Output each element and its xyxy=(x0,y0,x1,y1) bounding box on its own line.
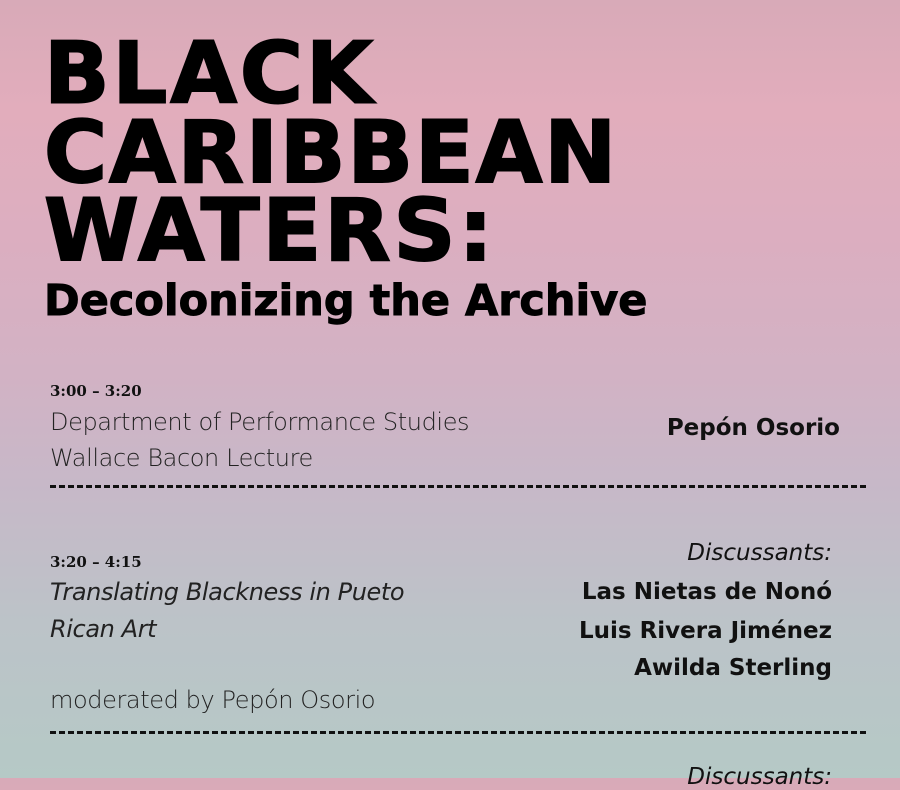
title-line-2: CARIBBEAN xyxy=(44,103,619,203)
session-2-discussant-3: Awilda Sterling xyxy=(634,655,832,681)
session-2-time: 3:20 – 4:15 xyxy=(50,553,142,571)
session-2-title-line-1: Translating Blackness in Pueto xyxy=(50,578,405,606)
session-1-title-line-1: Department of Performance Studies xyxy=(50,408,470,436)
session-1-speaker: Pepón Osorio xyxy=(666,415,840,441)
session-2-discussant-1: Las Nietas de Nonó xyxy=(581,579,832,605)
divider-1 xyxy=(50,485,866,488)
divider-2 xyxy=(50,731,866,734)
subtitle: Decolonizing the Archive xyxy=(44,276,648,326)
next-discussants-label: Discussants: xyxy=(687,764,832,790)
session-2-moderator: moderated by Pepón Osorio xyxy=(50,686,376,714)
title-line-1: BLACK xyxy=(44,25,376,124)
session-1-time: 3:00 – 3:20 xyxy=(50,382,142,400)
session-2-discussants-label: Discussants: xyxy=(687,540,832,566)
session-1-title-line-2: Wallace Bacon Lecture xyxy=(50,444,313,472)
title-line-3: WATERS: xyxy=(44,181,496,281)
session-2-discussant-2: Luis Rivera Jiménez xyxy=(578,618,832,644)
session-2-title-line-2: Rican Art xyxy=(50,615,157,643)
